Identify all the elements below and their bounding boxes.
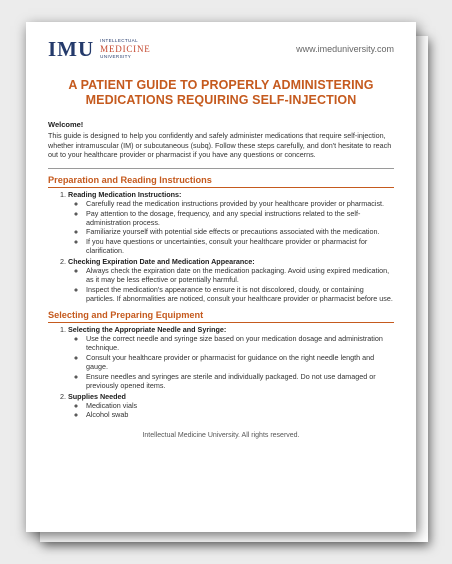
bullet-item: ◦ Always check the expiration date on the medication packaging. Avoid using expired medication, as it may be less effective or potentially harmful. (86, 266, 394, 285)
document-page (26, 22, 416, 532)
logo-text: IMU (48, 36, 95, 61)
item-heading: Supplies Needed (68, 391, 126, 401)
section-heading: Selecting and Preparing Equipment (48, 309, 204, 320)
list-item (68, 190, 394, 256)
list-item (68, 392, 394, 420)
section-list (48, 190, 394, 304)
bullet-item: ◦ If you have questions or uncertainties, consult your healthcare provider or pharmacist for clarification. (86, 237, 394, 256)
bullet-item: ◦ Familiarize yourself with potential side effects or precautions associated with the medication. (86, 227, 394, 236)
section-rule (48, 187, 394, 188)
section-rule (48, 322, 394, 323)
section-list (48, 325, 394, 420)
bullet-item: ◦ Consult your healthcare provider or pharmacist for guidance on the right needle length and gauge. (86, 353, 394, 372)
title-line-1: A PATIENT GUIDE TO PROPERLY ADMINISTERING (68, 78, 374, 92)
page-title (48, 78, 394, 108)
logo-subtitle (100, 38, 150, 60)
bullet-list (68, 266, 394, 304)
page-header (48, 36, 394, 62)
item-heading: Checking Expiration Date and Medication Appearance: (68, 256, 255, 266)
bullet-item: ◦ Use the correct needle and syringe size based on your medication dosage and administration technique. (86, 334, 394, 353)
imu-logo (48, 37, 151, 62)
page-footer: Intellectual Medicine University. All rights reserved. (142, 431, 300, 439)
bullet-item: ◦ Pay attention to the dosage, frequency, and any special instructions related to the self-administration process. (86, 209, 394, 228)
bullet-list (68, 199, 394, 255)
bullet-list (68, 401, 394, 420)
welcome-heading: Welcome! (48, 120, 84, 129)
logo-sub-bottom: UNIVERSITY (100, 54, 132, 59)
title-line-2: MEDICATIONS REQUIRING SELF-INJECTION (85, 93, 357, 107)
divider (48, 168, 394, 169)
welcome-paragraph: This guide is designed to help you confidently and safely administer medications that require self-injection, whether intramuscular (IM) or subcutaneous (subq). Follow these steps carefully, and don't hesitate to reach out to your healthcare provider or pharmacist if you have any questions or concerns. (48, 131, 392, 160)
bullet-item: ◦ Medication vials (86, 401, 394, 410)
list-item (68, 257, 394, 304)
bullet-item: ◦ Inspect the medication's appearance to ensure it is not discolored, cloudy, or containing particles. If abnormalities are noticed, consult your healthcare provider or pharmacist before use. (86, 285, 394, 304)
item-heading: Reading Medication Instructions: (68, 189, 182, 199)
website-url: www.imeduniversity.com (296, 44, 394, 54)
logo-sub-mid: MEDICINE (100, 44, 151, 54)
bullet-item: ◦ Carefully read the medication instructions provided by your healthcare provider or pharmacist. (86, 199, 394, 208)
section-heading: Preparation and Reading Instructions (48, 174, 212, 185)
logo-sub-top: INTELLECTUAL (100, 38, 138, 43)
list-item (68, 325, 394, 391)
bullet-list (68, 334, 394, 390)
bullet-item: ◦ Alcohol swab (86, 410, 394, 419)
item-heading: Selecting the Appropriate Needle and Syringe: (68, 324, 227, 334)
bullet-item: ◦ Ensure needles and syringes are sterile and individually packaged. Do not use damaged or previously opened items. (86, 372, 394, 391)
